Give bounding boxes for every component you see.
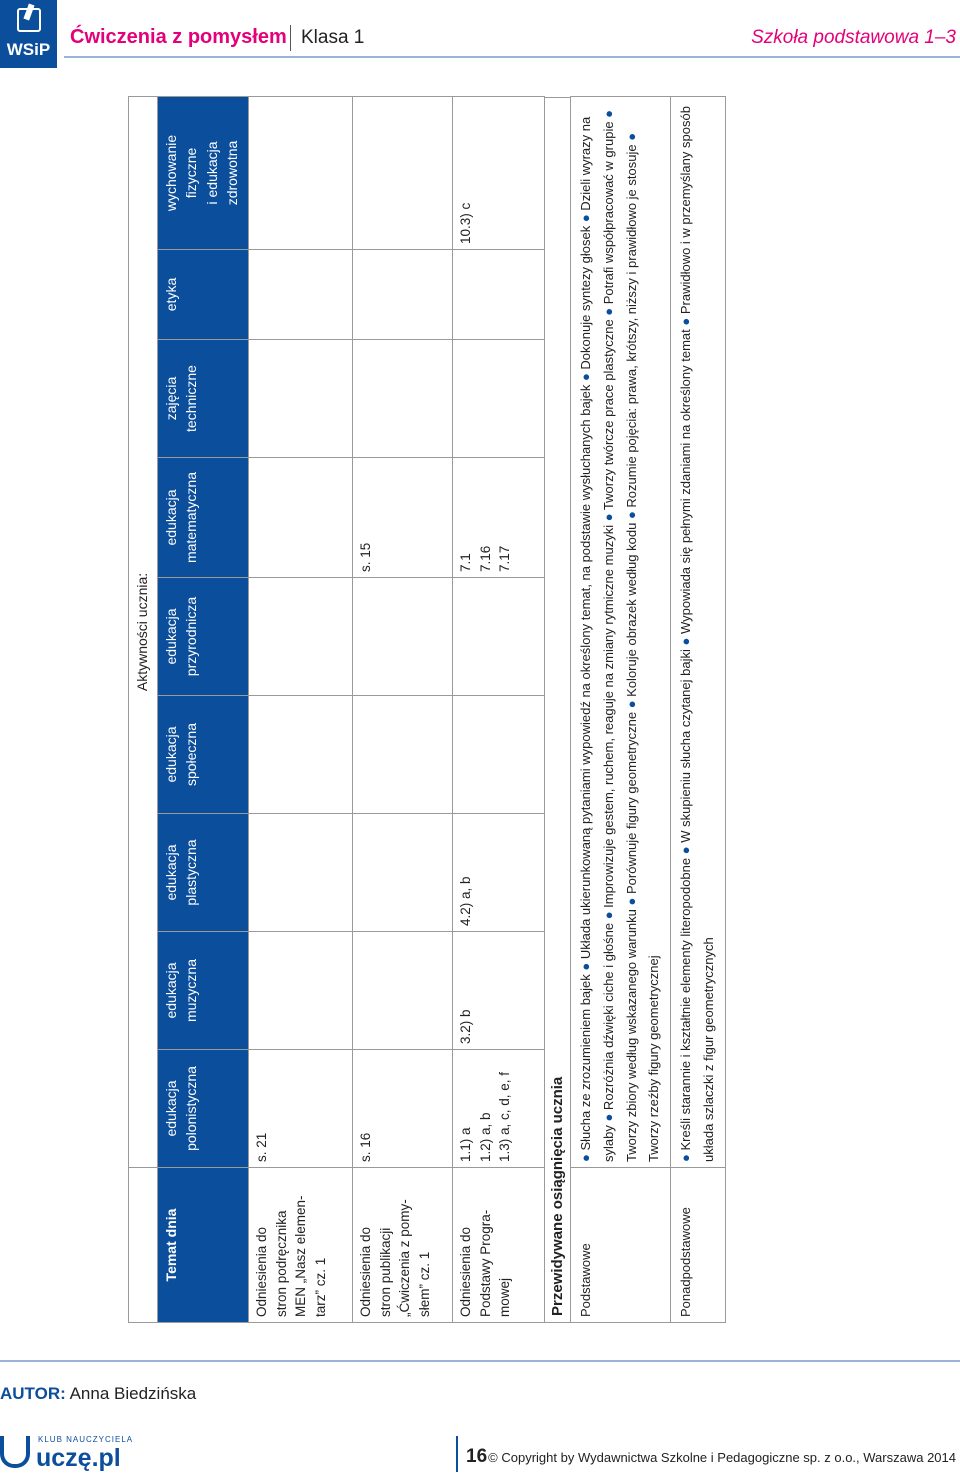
cell-plastyczna [249,814,353,932]
cell-przyrodnicza [353,578,453,696]
wsip-logo-text: WSiP [6,40,51,59]
outcome-item: Dokonuje syntezy głosek [578,225,593,370]
publication-title: Ćwiczenia z pomysłem [70,26,287,48]
table-row [353,96,453,1322]
outcome-item: Tworzy twórcze prace plastyczne [600,319,616,511]
col-spoleczna: edukacja społeczna [158,696,249,814]
outcomes-advanced-list [671,97,726,1168]
outcomes-advanced-label: Ponadpodstawowe [671,1168,726,1323]
col-techniczne: zajęcia techniczne [158,340,249,458]
outcome-item: Rozróżnia dźwięki ciche i głośne [600,922,616,1111]
bullet-icon: ● [678,634,693,650]
wsip-logo-icon [17,8,41,32]
cell-plastyczna [353,814,453,932]
outcome-item: Tworzy zbiory według wskazanego warunku [623,909,639,1162]
col-wf: wychowanie fizyczne i edukacja zdrowotna [158,96,249,249]
outcome-item: Improwizuje gestem, ruchem, reaguje na zmiany rytmiczne muzyki [600,524,616,908]
cell-muzyczna [353,932,453,1050]
cell-etyka [453,250,545,340]
outcome-item: Potrafi współpracować w grupie [600,121,616,305]
outcomes-basic-list [571,97,671,1168]
outcome-item: Kreśli starannie i kształtnie elementy literopodobne [678,857,693,1151]
outcome-item: Słucha ze zrozumieniem bajek [578,974,593,1151]
outcomes-basic-label: Podstawowe [571,1168,671,1323]
activities-table [128,96,545,1323]
outcome-item: Dzieli wyrazy na sylaby [578,116,616,1162]
author-line [0,1384,196,1404]
col-muzyczna: edukacja muzyczna [158,932,249,1050]
cell-wf: 10.3) c [453,96,545,249]
author-name: Anna Biedzińska [69,1384,197,1403]
row-label: Odniesienia do stron podręcznika MEN „Nasz elemen- tarz” cz. 1 [249,1168,353,1323]
cell-matematyczna [249,458,353,578]
col-przyrodnicza: edukacja przyrodnicza [158,578,249,696]
bullet-icon: ● [600,109,616,122]
activities-heading: Aktywności ucznia: [129,96,158,1167]
outcomes-title: Przewidywane osiągnięcia ucznia [545,97,570,1323]
cell-polonistyczna: s. 21 [249,1050,353,1168]
col-temat: Temat dnia [158,1168,249,1323]
class-label: Klasa 1 [301,27,365,48]
ucze-logo [0,1432,140,1476]
col-polonistyczna: edukacja polonistyczna [158,1050,249,1168]
cell-spoleczna [453,696,545,814]
bullet-icon: ● [600,907,616,923]
outcome-item: Wypowiada się pełnymi zdaniami na określony temat [678,329,693,635]
cell-polonistyczna: s. 16 [353,1050,453,1168]
cell-etyka [353,250,453,340]
bullet-icon: ● [600,510,616,525]
ucze-logo-small: KLUB NAUCZYCIELA [38,1435,134,1444]
cell-spoleczna [249,696,353,814]
outcome-item: Koloruje obrazek według kodu [623,522,639,697]
header-divider [290,25,291,51]
col-plastyczna: edukacja plastyczna [158,814,249,932]
cell-muzyczna: 3.2) b [453,932,545,1050]
outcomes-advanced-row [671,97,726,1323]
cell-przyrodnicza [249,578,353,696]
bullet-icon: ● [678,314,693,330]
outcomes-section [545,97,726,1323]
outcomes-basic-row [571,97,671,1323]
outcome-item: Rozumie pojęcia: prawa, krótszy, niższy i prawidłowo je stosuje [623,144,639,508]
cell-polonistyczna: 1.1) a 1.2) a, b 1.3) a, c, d, e, f [453,1050,545,1168]
author-label: AUTOR: [0,1384,66,1403]
page-number-bar [456,1436,458,1472]
copyright: © Copyright by Wydawnictwa Szkolne i Pedagogiczne sp. z o.o., Warszawa 2014 [488,1450,956,1465]
cell-etyka [249,250,353,340]
col-etyka: etyka [158,250,249,340]
col-matematyczna: edukacja matematyczna [158,458,249,578]
bullet-icon: ● [600,1110,616,1126]
cell-spoleczna [353,696,453,814]
bullet-icon: ● [578,1150,593,1162]
cell-techniczne [453,340,545,458]
outcome-item: Porównuje figury geometryczne [623,711,639,895]
cell-matematyczna: 7.1 7.16 7.17 [453,458,545,578]
cell-techniczne [249,340,353,458]
outcome-item: W skupieniu słucha czytanej bajki [678,649,693,843]
bullet-icon: ● [623,894,639,910]
ucze-logo-icon [0,1436,30,1468]
bullet-icon: ● [623,507,639,523]
wsip-logo [0,0,57,68]
outcome-item: Prawidłowo i w przemyślany sposób układa szlaczki z figur geometrycznych [678,106,716,1162]
bullet-icon: ● [578,369,593,385]
row-label: Odniesienia do Podstawy Progra- mowej [453,1168,545,1323]
bullet-icon: ● [623,132,639,145]
table-row [453,96,545,1322]
cell-plastyczna: 4.2) a, b [453,814,545,932]
ucze-logo-text: uczę.pl [36,1444,121,1472]
school-level: Szkoła podstawowa 1–3 [751,27,956,48]
cell-wf [249,96,353,249]
header-rule [64,56,960,58]
bullet-icon: ● [623,696,639,712]
bullet-icon: ● [678,842,693,858]
outcome-item: Tworzy rzeźby figury geometrycznej [646,955,662,1162]
bullet-icon: ● [578,959,593,975]
lesson-plan [128,97,716,1323]
outcome-item: Układa ukierunkowaną pytaniami wypowiedź na określony temat, na podstawie wysłuchanych bajek [578,384,593,960]
bullet-icon: ● [578,210,593,226]
page-number: 16 [466,1446,488,1467]
author-rule [0,1360,960,1362]
row-label: Odniesienia do stron publikacji „Ćwiczenia z pomy- słem” cz. 1 [353,1168,453,1323]
table-row [249,96,353,1322]
outcomes-table [570,96,726,1323]
cell-matematyczna: s. 15 [353,458,453,578]
bullet-icon: ● [600,304,616,320]
cell-techniczne [353,340,453,458]
cell-przyrodnicza [453,578,545,696]
cell-muzyczna [249,932,353,1050]
bullet-icon: ● [678,1150,693,1162]
cell-wf [353,96,453,249]
